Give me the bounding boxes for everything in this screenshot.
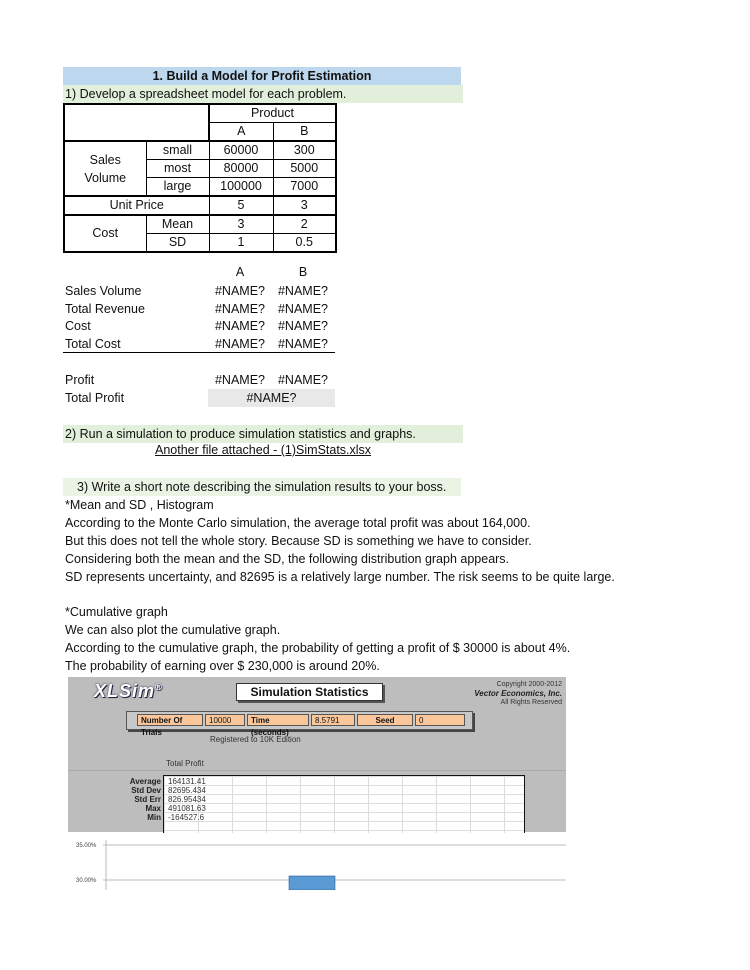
- col-b-header: B: [273, 123, 336, 142]
- cell: 300: [273, 141, 336, 160]
- results-cell: #NAME?: [277, 284, 329, 298]
- results-cell: #NAME?: [214, 319, 266, 333]
- section1-subheading: 1) Develop a spreadsheet model for each problem.: [63, 85, 463, 103]
- total-profit-value: #NAME?: [208, 389, 335, 407]
- results-label: Total Cost: [65, 337, 121, 351]
- stat-label: Min: [147, 813, 161, 822]
- profit-label: Profit: [65, 373, 95, 387]
- variable-name: Total Profit: [166, 759, 204, 768]
- trials-label: Number Of Trials: [137, 714, 203, 726]
- rights-line: All Rights Reserved: [500, 699, 562, 706]
- cell: 60000: [209, 141, 273, 160]
- cell: 7000: [273, 178, 336, 197]
- cell: 80000: [209, 160, 273, 178]
- stat-label: Std Err: [134, 795, 161, 804]
- results-cell: #NAME?: [214, 302, 266, 316]
- stat-label: Max: [145, 804, 161, 813]
- stat-value: 82695.434: [168, 786, 206, 795]
- results-col-b: B: [298, 265, 308, 279]
- boss-note: [65, 497, 615, 676]
- cell: 100000: [209, 178, 273, 197]
- note-line: [65, 587, 615, 605]
- cell: 3: [209, 215, 273, 234]
- row-label: large: [146, 178, 209, 197]
- trials-value: 10000: [205, 714, 245, 726]
- note-line: We can also plot the cumulative graph.: [65, 623, 281, 638]
- row-label: Mean: [146, 215, 209, 234]
- cell: 5000: [273, 160, 336, 178]
- note-line: But this does not tell the whole story. Because SD is something we have to consider.: [65, 533, 532, 548]
- copyright-line: Copyright 2000-2012: [496, 681, 562, 688]
- section3-heading: 3) Write a short note describing the simulation results to your boss.: [63, 478, 461, 496]
- cell: 1: [209, 234, 273, 253]
- xlsim-statistics-panel: [68, 677, 566, 832]
- note-line: Considering both the mean and the SD, the following distribution graph appears.: [65, 551, 510, 566]
- y-tick-label: 30.00%: [76, 878, 97, 884]
- stat-label: Std Dev: [131, 786, 161, 795]
- sales-volume-label: Sales Volume: [64, 141, 146, 196]
- histogram-chart: [68, 835, 568, 890]
- seed-value: 0: [415, 714, 465, 726]
- histogram-bar: [289, 876, 335, 890]
- unit-price-label: Unit Price: [64, 196, 209, 215]
- time-label: Time (seconds): [247, 714, 309, 726]
- cell: 0.5: [273, 234, 336, 253]
- profit-a: #NAME?: [214, 373, 266, 387]
- cell: 2: [273, 215, 336, 234]
- results-cell: #NAME?: [214, 337, 266, 351]
- stat-label: Average: [129, 777, 161, 786]
- stat-value: -164527.6: [168, 813, 205, 822]
- row-label: most: [146, 160, 209, 178]
- y-tick-label: 35.00%: [76, 843, 97, 849]
- cost-label: Cost: [64, 215, 146, 252]
- results-col-a: A: [235, 265, 245, 279]
- note-line: SD represents uncertainty, and 82695 is a relatively large number. The risk seems to be quite large.: [65, 569, 615, 584]
- stat-value: 164131.41: [168, 777, 206, 786]
- note-line: According to the Monte Carlo simulation, the average total profit was about 164,000.: [65, 515, 531, 530]
- company-name: Vector Economics, Inc.: [474, 689, 562, 698]
- attached-file-link[interactable]: Another file attached - (1)SimStats.xlsx: [155, 443, 372, 457]
- note-line: The probability of earning over $ 230,000 is around 20%.: [65, 659, 380, 674]
- run-info-box: [126, 711, 473, 737]
- registered-text: Registered to 10K Edition: [210, 735, 301, 744]
- results-cell: #NAME?: [214, 284, 266, 298]
- total-profit-label: Total Profit: [65, 391, 125, 405]
- cell: 3: [273, 196, 336, 215]
- note-line: According to the cumulative graph, the probability of getting a profit of $ 30000 is about 4%.: [65, 641, 571, 656]
- results-label: Cost: [65, 319, 91, 333]
- model-table: [63, 103, 337, 253]
- xlsim-logo: XLSim®: [94, 681, 163, 701]
- section1-heading: 1. Build a Model for Profit Estimation: [63, 67, 461, 85]
- row-label: small: [146, 141, 209, 160]
- cell: 5: [209, 196, 273, 215]
- results-cell: #NAME?: [277, 337, 329, 351]
- copyright: [474, 680, 562, 707]
- stats-grid: [163, 775, 525, 833]
- stat-value: 826.95434: [168, 795, 206, 804]
- results-cell: #NAME?: [277, 319, 329, 333]
- note-line: *Cumulative graph: [65, 605, 168, 620]
- profit-b: #NAME?: [277, 373, 329, 387]
- results-label: Sales Volume: [65, 284, 142, 298]
- divider: [68, 770, 566, 771]
- seed-label: Seed: [357, 714, 413, 726]
- section2-heading: 2) Run a simulation to produce simulation statistics and graphs.: [63, 425, 463, 443]
- time-value: 8.5791: [311, 714, 355, 726]
- col-a-header: A: [209, 123, 273, 142]
- results-cell: #NAME?: [277, 302, 329, 316]
- note-line: *Mean and SD , Histogram: [65, 498, 214, 512]
- stat-value: 491081.63: [168, 804, 206, 813]
- row-label: SD: [146, 234, 209, 253]
- product-header: Product: [209, 104, 336, 123]
- results-label: Total Revenue: [65, 302, 145, 316]
- divider: [63, 352, 335, 353]
- sim-title: Simulation Statistics: [236, 683, 383, 701]
